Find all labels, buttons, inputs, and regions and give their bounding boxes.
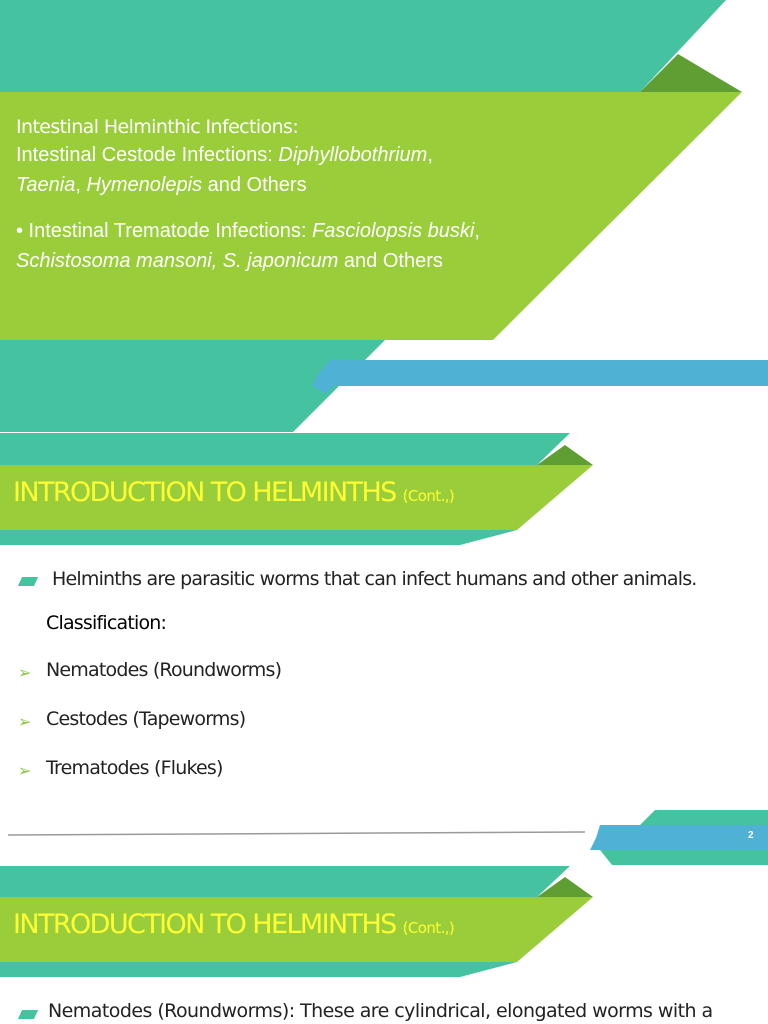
cestode-separator: ,: [75, 174, 87, 196]
trematode-infections-text: [16, 216, 576, 276]
slide3-heading: [13, 909, 454, 940]
trematode-separator: ,: [474, 220, 480, 242]
slide2-heading: [13, 477, 454, 508]
arrow-bullet-icon: ➢: [18, 761, 32, 780]
schistosoma-term: Schistosoma mansoni, S. japonicum: [16, 250, 339, 272]
arrow-bullet-icon: ➢: [18, 663, 32, 682]
nematodes-description: Nematodes (Roundworms): These are cylindrical, elongated worms with a: [48, 1000, 713, 1022]
slide1-title: Intestinal Helminthic Infections:: [16, 116, 299, 138]
cestode-separator: ,: [427, 144, 433, 166]
list-item: Cestodes (Tapeworms): [46, 708, 246, 730]
diphyllobothrium-term: Diphyllobothrium: [278, 144, 428, 166]
trematode-suffix: and Others: [338, 250, 443, 272]
list-item: Trematodes (Flukes): [46, 757, 223, 779]
cestode-suffix: and Others: [202, 174, 307, 196]
fasciolopsis-term: Fasciolopsis buski: [312, 220, 475, 242]
arrow-bullet-icon: ➢: [18, 712, 32, 731]
slide2-heading-text: INTRODUCTION TO HELMINTHS: [13, 477, 396, 508]
taenia-term: Taenia: [16, 174, 76, 196]
slide1-title-block: [16, 114, 576, 276]
cestode-infections-text: [16, 140, 576, 200]
intro-text: Helminths are parasitic worms that can infect humans and other animals.: [52, 568, 697, 590]
trematode-prefix: • Intestinal Trematode Infections:: [16, 220, 313, 242]
cestode-prefix: Intestinal Cestode Infections:: [16, 144, 279, 166]
classification-label: Classification:: [46, 612, 167, 634]
slide3-heading-cont: (Cont.,): [402, 919, 455, 937]
page-number: 2: [748, 830, 754, 841]
hymenolepis-term: Hymenolepis: [86, 174, 203, 196]
list-item: Nematodes (Roundworms): [46, 659, 282, 681]
slide2-heading-cont: (Cont.,): [402, 487, 455, 505]
slide3-heading-text: INTRODUCTION TO HELMINTHS: [13, 909, 396, 940]
